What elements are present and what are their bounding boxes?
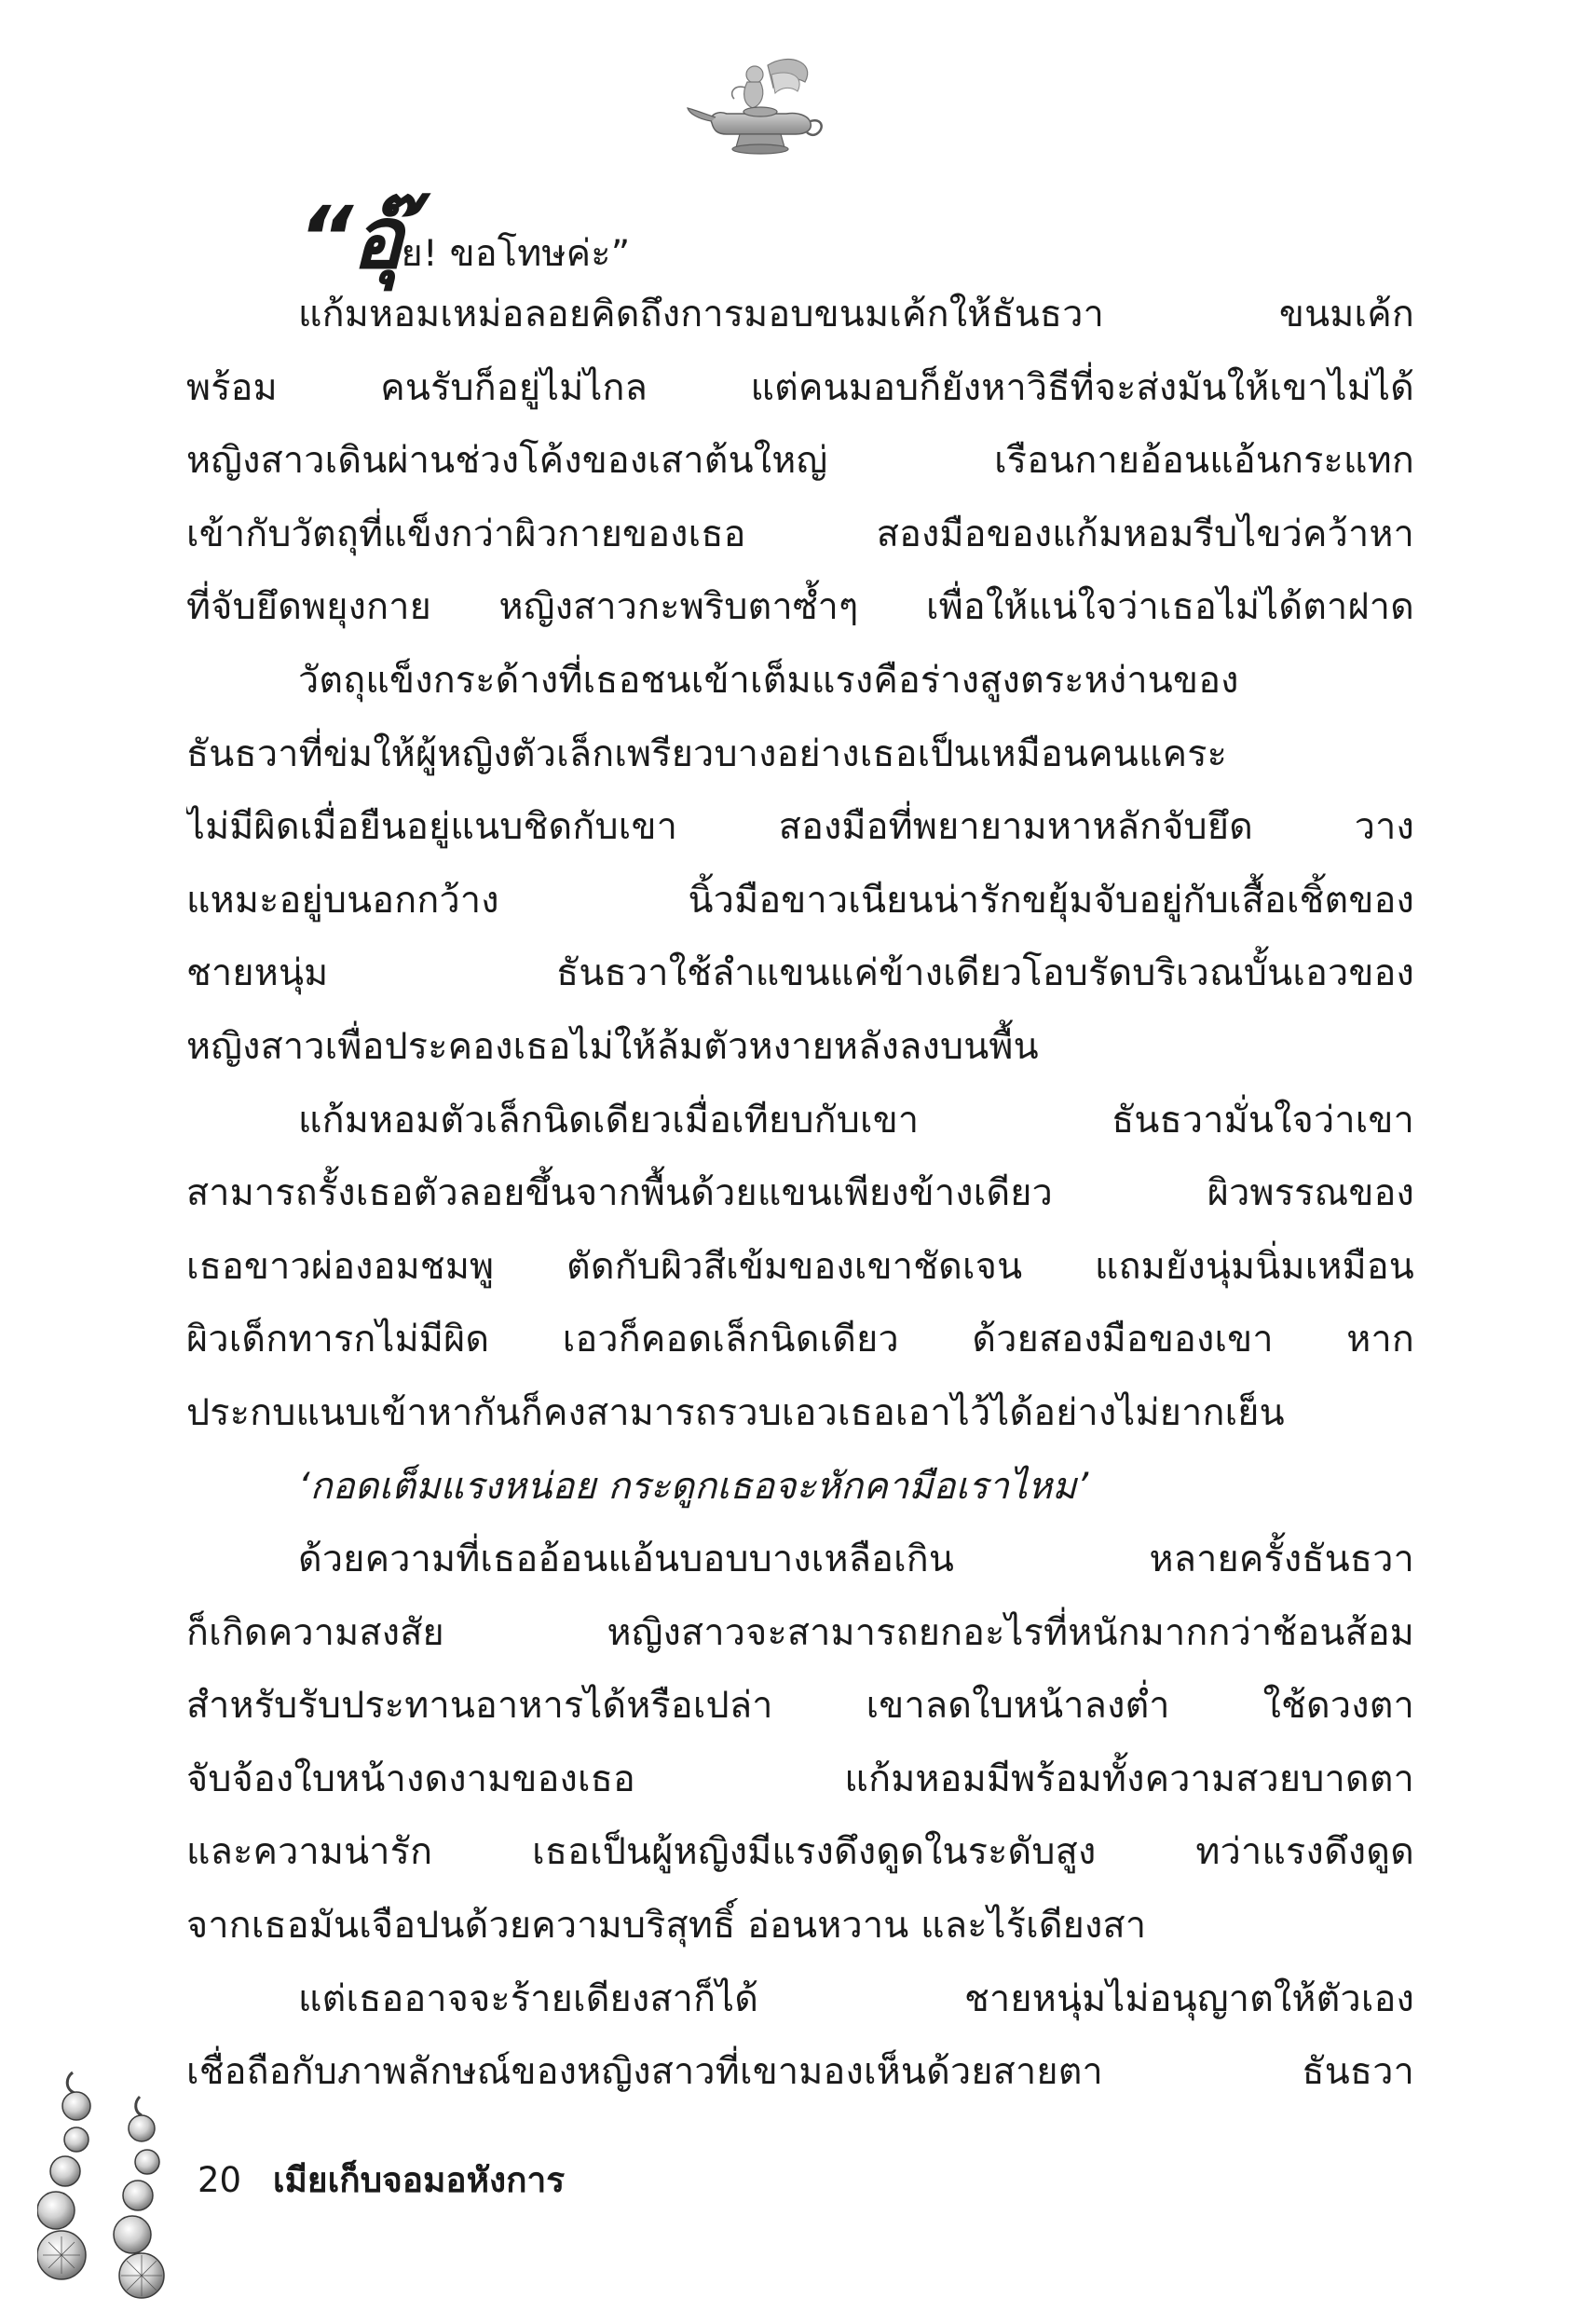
text-line: ประกบแนบเข้าหากันก็คงสามารถรวบเอวเธอเอาไว้ได้อย่างไม่ยากเย็น [186,1390,1285,1434]
text-line: หญิงสาวเดินผ่านช่วงโค้งของเสาต้นใหญ่ เรือนกายอ้อนแอ้นกระแทก [186,439,1414,483]
text-line: ที่จับยึดพยุงกาย หญิงสาวกะพริบตาซ้ำๆ เพื่อให้แน่ใจว่าเธอไม่ได้ตาฝาด [186,585,1414,629]
text-line: จากเธอมันเจือปนด้วยความบริสุทธิ์ อ่อนหวาน และไร้เดียงสา [186,1904,1147,1948]
text-line: แหมะอยู่บนอกกว้าง นิ้วมือขาวเนียนน่ารักขยุ้มจับอยู่กับเสื้อเชิ้ตของ [186,878,1414,922]
text-line: และความน่ารัก เธอเป็นผู้หญิงมีแรงดึงดูดในระดับสูง ทว่าแรงดึงดูด [186,1830,1414,1874]
text-line: แก้มหอมเหม่อลอยคิดถึงการมอบขนมเค้กให้ธันธวา ขนมเค้ก [298,293,1414,335]
text-line: สำหรับรับประทานอาหารได้หรือเปล่า เขาลดใบหน้าลงต่ำ ใช้ดวงตา [186,1684,1414,1728]
text-line: หญิงสาวเพื่อประคองเธอไม่ให้ล้มตัวหงายหลังลงบนพื้น [186,1024,1039,1068]
text-line: แต่เธออาจจะร้ายเดียงสาก็ได้ ชายหนุ่มไม่อนุญาตให้ตัวเอง [298,1976,1414,2020]
text-line: ไม่มีผิดเมื่อยืนอยู่แนบชิดกับเขา สองมือที่พยายามหาหลักจับยึด วาง [186,805,1414,849]
cupid-lamp-ornament-icon [686,56,825,168]
text-line: ก็เกิดความสงสัย หญิงสาวจะสามารถยกอะไรที่หนักมากกว่าช้อนส้อม [186,1610,1414,1654]
paragraph-lines [186,278,1414,2109]
opening-dialogue-rest: ย! ขอโทษค่ะ” [401,232,631,275]
text-line: จับจ้องใบหน้างดงามของเธอ แก้มหอมมีพร้อมทั้งความสวยบาดตา [186,1757,1414,1800]
text-line: ชายหนุ่ม ธันธวาใช้ลำแขนแค่ข้างเดียวโอบรัดบริเวณบั้นเอวของ [186,951,1414,995]
text-line: ธันธวาที่ข่มให้ผู้หญิงตัวเล็กเพรียวบางอย่างเธอเป็นเหมือนคนแคระ [186,732,1228,775]
text-line: ด้วยความที่เธออ้อนแอ้นบอบบางเหลือเกิน หลายครั้งธันธวา [298,1538,1414,1581]
opening-dialogue [186,188,1414,288]
inner-thought-line: ‘กอดเต็มแรงหน่อย กระดูกเธอจะหักคามือเราไหม’ [298,1464,1089,1508]
text-line: เชื่อถือกับภาพลักษณ์ของหญิงสาวที่เขามองเห็นด้วยสายตา ธันธวา [186,2050,1414,2094]
page-number: 20 [198,2160,242,2200]
text-line: วัตถุแข็งกระด้างที่เธอชนเข้าเต็มแรงคือร่างสูงตระหง่านของ [298,658,1239,702]
diamond-earrings-ornament-icon [37,2069,214,2302]
text-line: พร้อม คนรับก็อยู่ไม่ไกล แต่คนมอบก็ยังหาวิธีที่จะส่งมันให้เขาไม่ได้ [186,365,1414,409]
text-line: ผิวเด็กทารกไม่มีผิด เอวก็คอดเล็กนิดเดียว ด้วยสองมือของเขา หาก [186,1318,1414,1361]
text-line: แก้มหอมตัวเล็กนิดเดียวเมื่อเทียบกับเขา ธันธวามั่นใจว่าเขา [298,1098,1414,1142]
page-footer [198,2153,565,2208]
book-title: เมียเก็บจอมอหังการ [272,2160,566,2200]
text-line: สามารถรั้งเธอตัวลอยขึ้นจากพื้นด้วยแขนเพียงข้างเดียว ผิวพรรณของ [186,1171,1414,1215]
text-line: เธอขาวผ่องอมชมพู ตัดกับผิวสีเข้มของเขาชัดเจน แถมยังนุ่มนิ่มเหมือน [186,1244,1414,1288]
text-line: เข้ากับวัตถุที่แข็งกว่าผิวกายของเธอ สองมือของแก้มหอมรีบไขว่คว้าหา [186,512,1414,555]
drop-cap: “อุ๊ [298,188,402,288]
story-body [186,188,1414,2109]
